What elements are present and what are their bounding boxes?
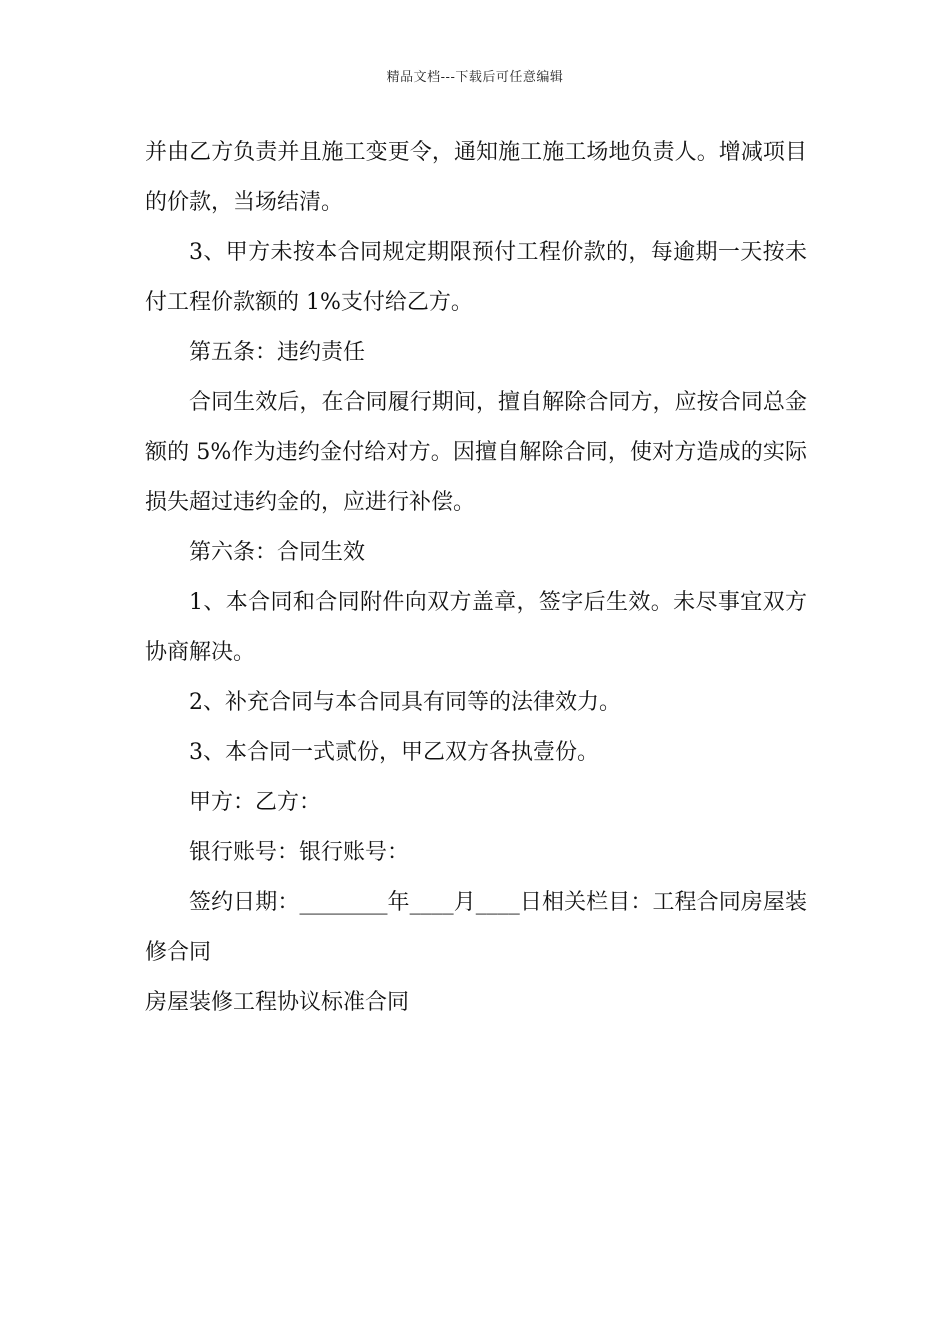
clause-6-3: 3、本合同一式贰份，甲乙双方各执壹份。 xyxy=(189,740,599,765)
clause-4-3: 3、甲方未按本合同规定期限预付工程价款的，每逾期一天按未付工程价款额的 1%支付给乙方。 xyxy=(145,240,807,315)
signing-date-line: 签约日期：________年____月____日相关栏目：工程合同房屋装修合同 xyxy=(145,890,807,965)
bank-account-line: 银行账号：银行账号： xyxy=(189,840,410,865)
article-5-heading: 第五条：违约责任 xyxy=(189,340,366,365)
clause-6-1: 1、本合同和合同附件向双方盖章，签字后生效。未尽事宜双方协商解决。 xyxy=(145,590,807,665)
page-header: 精品文档---下载后可任意编辑 xyxy=(386,70,564,85)
related-title: 房屋装修工程协议标准合同 xyxy=(145,990,410,1015)
document-body xyxy=(145,128,807,1028)
clause-6-2: 2、补充合同与本合同具有同等的法律效力。 xyxy=(189,690,621,715)
article-5-body: 合同生效后，在合同履行期间，擅自解除合同方，应按合同总金额的 5%作为违约金付给对方。因擅自解除合同，使对方造成的实际损失超过违约金的，应进行补偿。 xyxy=(145,390,807,515)
paragraph-continuation: 并由乙方负责并且施工变更令，通知施工施工场地负责人。增减项目的价款，当场结清。 xyxy=(145,140,807,215)
article-6-heading: 第六条：合同生效 xyxy=(189,540,366,565)
party-line: 甲方：乙方： xyxy=(189,790,322,815)
